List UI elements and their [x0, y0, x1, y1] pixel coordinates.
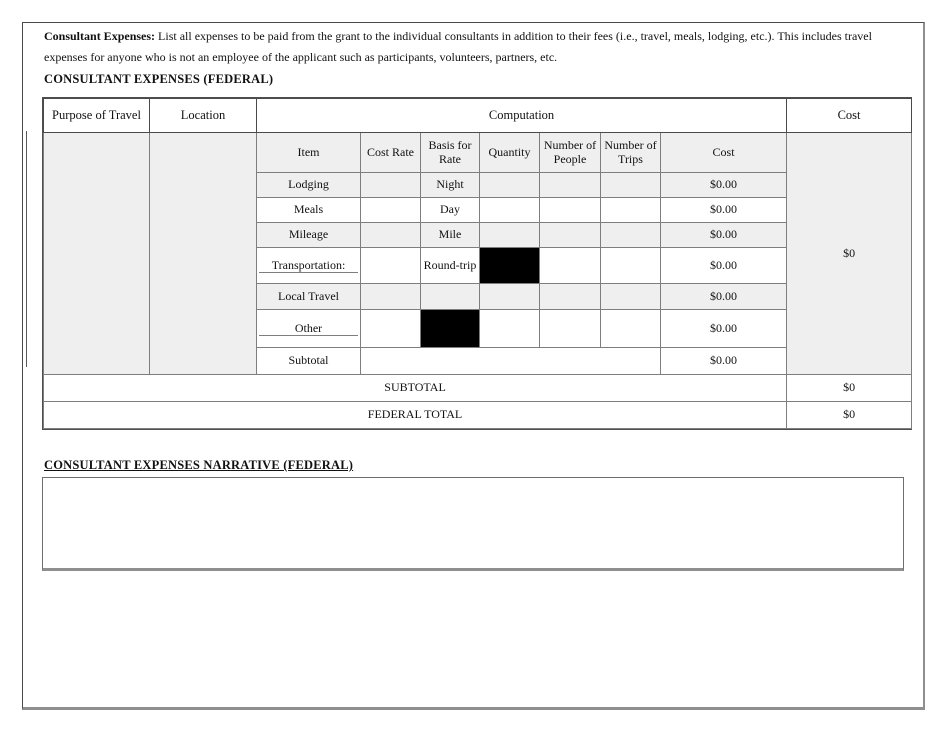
cost-rate-entry-cell[interactable]: [361, 310, 421, 348]
computed-cost-cell: $0.00: [661, 198, 787, 223]
item-label-cell: [257, 310, 361, 348]
trips-entry-cell[interactable]: [601, 310, 661, 348]
narrative-textarea[interactable]: [42, 477, 904, 571]
computed-cost-cell: $0.00: [661, 173, 787, 198]
form-page: [22, 22, 925, 710]
column-header-cost: Cost: [787, 99, 912, 133]
column-header-computation: Computation: [257, 99, 787, 133]
subtotal-label-cell: Subtotal: [257, 348, 361, 375]
trips-entry-cell[interactable]: [601, 198, 661, 223]
blocked-cell: [421, 284, 480, 310]
federal-total-label: FEDERAL TOTAL: [44, 402, 787, 429]
table-header-row: [44, 99, 912, 133]
subheader-people: Number of People: [540, 133, 601, 173]
trips-entry-cell[interactable]: [601, 223, 661, 248]
quantity-entry-cell[interactable]: [480, 310, 540, 348]
narrative-title: CONSULTANT EXPENSES NARRATIVE (FEDERAL): [44, 458, 354, 472]
item-label-cell: Local Travel: [257, 284, 361, 310]
basis-label-cell: Mile: [421, 223, 480, 248]
subheader-cost: Cost: [661, 133, 787, 173]
cost-rate-entry-cell[interactable]: [361, 198, 421, 223]
basis-label-cell: Night: [421, 173, 480, 198]
subtotal-cost-cell: $0.00: [661, 348, 787, 375]
quantity-entry-cell[interactable]: [480, 173, 540, 198]
column-header-location: Location: [150, 99, 257, 133]
column-header-purpose: Purpose of Travel: [44, 99, 150, 133]
item-label: Transportation:: [259, 258, 358, 273]
quantity-entry-cell[interactable]: [480, 223, 540, 248]
federal-total-value: $0: [787, 402, 912, 429]
item-label-cell: [257, 248, 361, 284]
subheader-cost-rate: Cost Rate: [361, 133, 421, 173]
subheader-basis: Basis for Rate: [421, 133, 480, 173]
location-entry-cell[interactable]: [150, 133, 257, 375]
table-row-federal-total: [44, 402, 912, 429]
cost-rate-entry-cell[interactable]: [361, 284, 421, 310]
subtotal-blank-cell: [361, 348, 661, 375]
blocked-cell: [480, 284, 540, 310]
people-entry-cell[interactable]: [540, 248, 601, 284]
computed-cost-cell: $0.00: [661, 248, 787, 284]
blocked-cell: [480, 248, 540, 284]
basis-label-cell: Round-trip: [421, 248, 480, 284]
subtotal-row-label: SUBTOTAL: [44, 375, 787, 402]
item-label-cell: Meals: [257, 198, 361, 223]
intro-label: Consultant Expenses:: [44, 29, 156, 43]
blocked-cell: [540, 223, 601, 248]
expenses-table: [43, 98, 912, 429]
subheader-quantity: Quantity: [480, 133, 540, 173]
people-entry-cell[interactable]: [540, 173, 601, 198]
subtotal-row-value: $0: [787, 375, 912, 402]
cost-rate-entry-cell[interactable]: [361, 248, 421, 284]
people-entry-cell[interactable]: [540, 310, 601, 348]
subheader-trips: Number of Trips: [601, 133, 661, 173]
computed-cost-cell: $0.00: [661, 310, 787, 348]
computed-cost-cell: $0.00: [661, 223, 787, 248]
blocked-cell: [421, 310, 480, 348]
item-label-cell: Lodging: [257, 173, 361, 198]
item-label: Other: [259, 321, 358, 336]
cost-rate-entry-cell[interactable]: [361, 173, 421, 198]
intro-paragraph: [44, 26, 892, 67]
trips-entry-cell[interactable]: [601, 248, 661, 284]
cost-rate-entry-cell[interactable]: [361, 223, 421, 248]
expenses-table-wrap: [42, 97, 912, 430]
intro-text: List all expenses to be paid from the grant to the individual consultants in addition to their fees (i.e., travel, meals, lodging, etc.). This includes travel expenses for anyone who is not an employee of the applicant such as participants, volunteers, partners, etc.: [44, 29, 872, 64]
purpose-entry-cell[interactable]: [44, 133, 150, 375]
subheader-item: Item: [257, 133, 361, 173]
cost-column-total-cell: $0: [787, 133, 912, 375]
item-label-cell: Mileage: [257, 223, 361, 248]
section-title: CONSULTANT EXPENSES (FEDERAL): [44, 72, 274, 86]
left-tick-mark: [26, 131, 27, 367]
people-entry-cell[interactable]: [540, 198, 601, 223]
computed-cost-cell: $0.00: [661, 284, 787, 310]
table-subheader-row: [44, 133, 912, 173]
quantity-entry-cell[interactable]: [480, 198, 540, 223]
table-row-grand-subtotal: [44, 375, 912, 402]
basis-label-cell: Day: [421, 198, 480, 223]
trips-entry-cell[interactable]: [601, 284, 661, 310]
trips-entry-cell[interactable]: [601, 173, 661, 198]
people-entry-cell[interactable]: [540, 284, 601, 310]
